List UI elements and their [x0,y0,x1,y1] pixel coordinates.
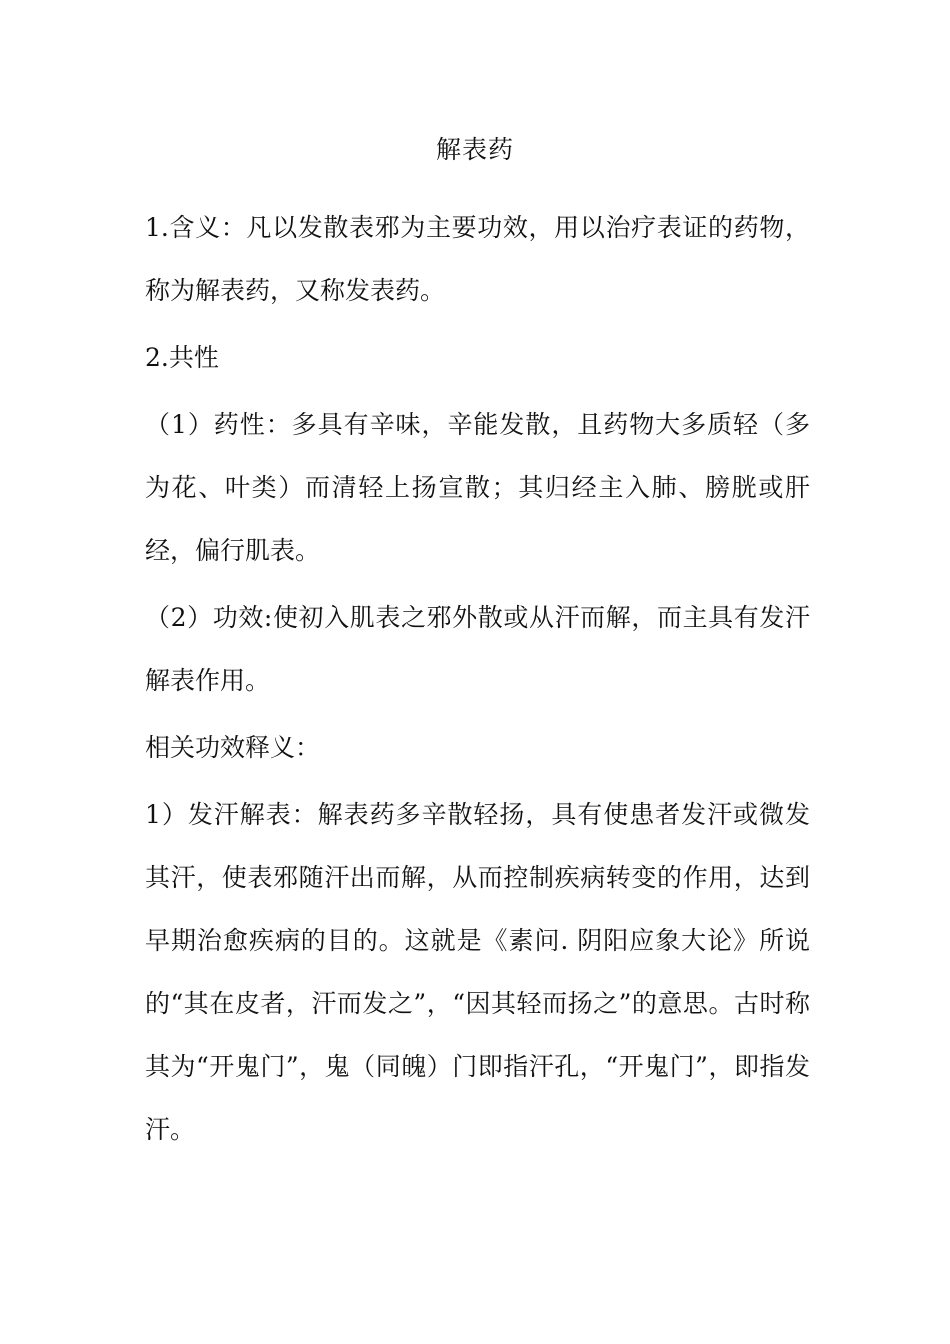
document-title: 解表药 [435,135,514,164]
paragraph-nature: （1）药性：多具有辛味，辛能发散，且药物大多质轻（多为花、叶类）而清轻上扬宣散；其归经主入肺、膀胱或肝经，偏行肌表。 [145,410,810,565]
paragraph-commonality-heading: 2.共性 [145,343,219,372]
paragraph-definition: 1.含义：凡以发散表邪为主要功效，用以治疗表证的药物，称为解表药，又称发表药。 [145,213,810,305]
paragraph-efficacy: （2）功效:使初入肌表之邪外散或从汗而解，而主具有发汗解表作用。 [145,603,810,695]
paragraph-sweating: 1）发汗解表：解表药多辛散轻扬，具有使患者发汗或微发其汗，使表邪随汗出而解，从而控制疾病转变的作用，达到早期治愈疾病的目的。这就是《素问. 阴阳应象大论》所说的“其在皮者，汗而发之”，“因其轻而扬之”的意思。古时称其为“开鬼门”，鬼（同魄）门即指汗孔，“开鬼门”，即指发汗。 [145,800,810,1144]
paragraph-related-heading: 相关功效释义： [145,733,321,762]
document-body [145,196,810,1161]
